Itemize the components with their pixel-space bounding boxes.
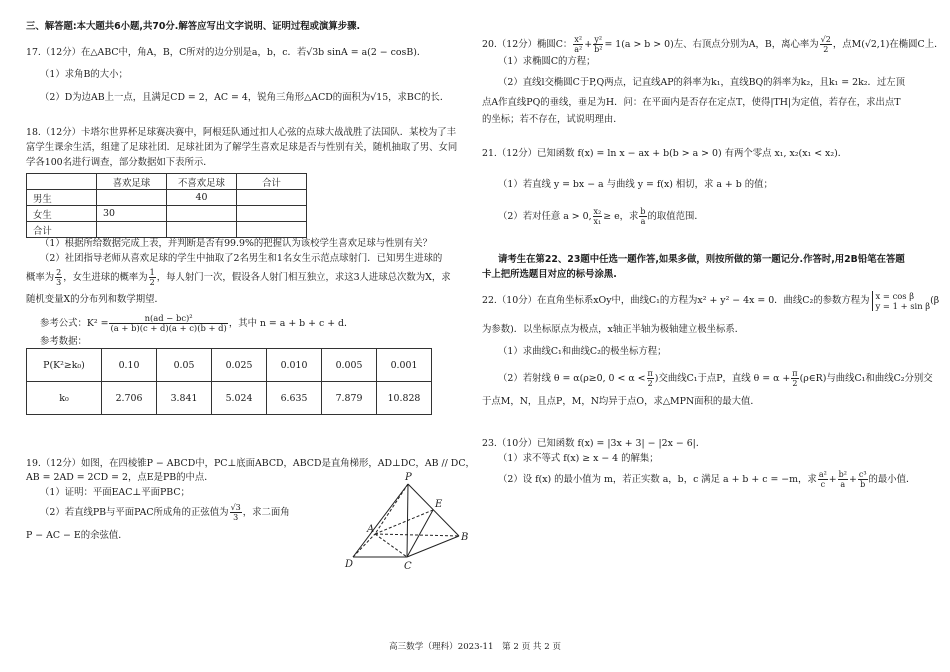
select-note-line2: 卡上把所选题目对应的标号涂黑. bbox=[482, 269, 617, 280]
q18-contingency-table bbox=[26, 173, 307, 238]
text: （2）若直线PB与平面PAC所成角的正弦值为 bbox=[40, 507, 229, 518]
denominator: b bbox=[860, 480, 866, 489]
text: + bbox=[584, 39, 593, 50]
denominator: b² bbox=[594, 45, 603, 54]
table-cell: 0.10 bbox=[102, 349, 157, 382]
denominator: 2 bbox=[792, 379, 798, 388]
numerator: c³ bbox=[858, 470, 867, 479]
fraction bbox=[593, 207, 603, 226]
table-cell bbox=[167, 222, 237, 238]
fraction bbox=[149, 268, 156, 287]
q19-part1: （1）证明：平面EAC⊥平面PBC； bbox=[40, 487, 190, 498]
table-cell: 男生 bbox=[27, 190, 97, 206]
text: 22.（10分）在直角坐标系xOy中，曲线C₁的方程为x² + y² − 4x = 0．曲线C₂的参数方程为 bbox=[482, 295, 870, 306]
parametric-system bbox=[872, 291, 931, 311]
table-row bbox=[27, 349, 432, 382]
table-cell bbox=[167, 206, 237, 222]
text: ≥ e，求 bbox=[603, 211, 639, 222]
table-cell: P(K²≥k₀) bbox=[27, 349, 102, 382]
text: ，其中 n = a + b + c + d． bbox=[228, 318, 354, 329]
q20-part2-line1: （2）直线l交椭圆C于P,Q两点，记直线AP的斜率为k₁，直线BQ的斜率为k₂，且k₁ = 2k₂．过左顶 bbox=[498, 77, 906, 88]
label-E: E bbox=[435, 499, 443, 510]
equation-top: x = cos β bbox=[875, 290, 915, 301]
q22-stem-line2: 为参数)．以坐标原点为极点，x轴正半轴为极轴建立极坐标系． bbox=[482, 324, 745, 335]
numerator: b bbox=[640, 207, 646, 216]
fraction bbox=[593, 35, 603, 54]
section-header: 三、解答题:本大题共6小题,共70分.解答应写出文字说明、证明过程或演算步骤. bbox=[26, 21, 361, 32]
numerator: π bbox=[647, 369, 653, 378]
q20-stem-line1 bbox=[482, 34, 943, 56]
fraction bbox=[820, 35, 832, 54]
table-cell: 0.010 bbox=[267, 349, 322, 382]
edge-AC bbox=[375, 534, 407, 557]
q20-part2-line2: 点A作直线PQ的垂线，垂足为H．问：在平面内是否存在定点T，使得|TH|为定值，若存在，求出点T bbox=[482, 97, 901, 108]
numerator: π bbox=[792, 369, 798, 378]
q19-stem-line1: 19.（12分）如图，在四棱锥P − ABCD中，PC⊥底面ABCD，ABCD是直角梯形，AD⊥DC，AB // DC， bbox=[26, 458, 475, 469]
fraction bbox=[639, 207, 646, 226]
denominator: a bbox=[640, 217, 646, 226]
q22-stem-line1 bbox=[482, 289, 939, 313]
text: + bbox=[848, 474, 857, 485]
q18-part2-line1: （2）社团指导老师从喜欢足球的学生中抽取了2名男生和1名女生示范点球射门．已知男生进球的 bbox=[40, 253, 443, 264]
q22-part2-line2: 于点M，N，且点P，M，N均异于点O，求△MPN面积的最大值． bbox=[482, 396, 760, 407]
table-cell: 7.879 bbox=[322, 382, 377, 415]
label-P: P bbox=[405, 472, 412, 483]
label-C: C bbox=[404, 561, 412, 572]
q18-stem-line3: 学各100名进行调查，部分数据如下表所示． bbox=[26, 157, 213, 168]
q22-part2-line1 bbox=[498, 368, 933, 390]
table-cell: 5.024 bbox=[212, 382, 267, 415]
table-cell: k₀ bbox=[27, 382, 102, 415]
table-cell: 40 bbox=[167, 190, 237, 206]
table-cell: 不喜欢足球 bbox=[167, 174, 237, 190]
table-cell bbox=[237, 206, 307, 222]
denominator: 3 bbox=[233, 513, 239, 522]
text: + bbox=[828, 474, 837, 485]
text: 概率为 bbox=[26, 272, 55, 283]
text: （2）若射线 θ = α(ρ≥0, 0 < α < bbox=[498, 373, 646, 384]
q18-stem-line1: 18.（12分）卡塔尔世界杯足球赛决赛中，阿根廷队通过扣人心弦的点球大战战胜了法国队．某校为了丰 bbox=[26, 127, 456, 138]
fraction bbox=[838, 470, 848, 489]
numerator: 2 bbox=[56, 268, 62, 277]
q17-part1: （1）求角B的大小； bbox=[40, 69, 128, 80]
edge-AE bbox=[375, 510, 433, 534]
label-D: D bbox=[345, 559, 354, 570]
q18-part2-line3: 随机变量X的分布列和数学期望． bbox=[26, 294, 164, 305]
table-cell: 合计 bbox=[237, 174, 307, 190]
denominator: c bbox=[820, 480, 826, 489]
q18-part2-line2 bbox=[26, 268, 451, 288]
q22-part1: （1）求曲线C₁和曲线C₂的极坐标方程； bbox=[498, 346, 667, 357]
table-row bbox=[27, 206, 307, 222]
text: (β bbox=[930, 295, 940, 306]
numerator: b² bbox=[838, 470, 847, 479]
q19-stem-line2: AB = 2AD = 2CD = 2，点E是PB的中点． bbox=[26, 472, 214, 483]
fraction bbox=[858, 470, 868, 489]
fraction bbox=[647, 369, 654, 388]
denominator: x₁ bbox=[593, 217, 602, 226]
numerator: √2 bbox=[820, 35, 831, 44]
numerator: y² bbox=[594, 35, 603, 44]
q18-part1: （1）根据所给数据完成上表，并判断是否有99.9%的把握认为该校学生喜欢足球与性别有关？ bbox=[40, 238, 433, 249]
denominator: 2 bbox=[823, 45, 829, 54]
text: ，每人射门一次，假设各人射门相互独立，求这3人进球总次数为X，求 bbox=[156, 272, 451, 283]
denominator: (a + b)(c + d)(a + c)(b + d) bbox=[110, 323, 227, 333]
fraction bbox=[818, 470, 828, 489]
table-cell: 女生 bbox=[27, 206, 97, 222]
denominator: a bbox=[840, 480, 846, 489]
q21-part2 bbox=[498, 206, 704, 228]
q19-part2-line2: P − AC − E的余弦值． bbox=[26, 530, 128, 541]
q21-part1: （1）若直线 y = bx − a 与曲线 y = f(x) 相切，求 a + b 的值； bbox=[498, 179, 773, 190]
numerator: 1 bbox=[149, 268, 155, 277]
select-note-line1: 请考生在第22、23题中任选一题作答,如果多做，则按所做的第一题记分.作答时,用2B铅笔在答题 bbox=[498, 254, 905, 265]
text: ，求二面角 bbox=[242, 507, 290, 518]
text: （2）若对任意 a > 0, bbox=[498, 211, 592, 222]
fraction bbox=[109, 314, 227, 333]
page-footer: 高三数学（理科）2023-11 第 2 页 共 2 页 bbox=[388, 642, 562, 652]
table-cell: 0.005 bbox=[322, 349, 377, 382]
table-cell bbox=[97, 222, 167, 238]
numerator: n(ad − bc)² bbox=[109, 314, 227, 324]
text: 的最小值． bbox=[868, 474, 916, 485]
table-row bbox=[27, 190, 307, 206]
q23-stem: 23.（10分）已知函数 f(x) = |3x + 3| − |2x − 6|． bbox=[482, 438, 706, 449]
text: (ρ∈R)与曲线C₁和曲线C₂分别交 bbox=[799, 373, 933, 384]
q19-part2-line1 bbox=[40, 502, 290, 524]
text: 20.（12分）椭圆C： bbox=[482, 39, 573, 50]
denominator: a² bbox=[574, 45, 583, 54]
q20-part2-line3: 的坐标；若不存在，试说明理由． bbox=[482, 114, 623, 125]
q18-ref-label: 参考数据： bbox=[40, 336, 87, 347]
pyramid-figure bbox=[335, 468, 480, 576]
label-B: B bbox=[461, 532, 469, 543]
edge-CB bbox=[407, 536, 459, 557]
table-row bbox=[27, 382, 432, 415]
table-cell: 0.001 bbox=[377, 349, 432, 382]
table-cell: 30 bbox=[97, 206, 167, 222]
edge-EC bbox=[407, 510, 433, 557]
q18-formula bbox=[40, 312, 353, 336]
table-cell: 2.706 bbox=[102, 382, 157, 415]
fraction bbox=[573, 35, 583, 54]
table-cell bbox=[237, 190, 307, 206]
numerator: x₂ bbox=[593, 207, 602, 216]
table-cell: 0.025 bbox=[212, 349, 267, 382]
text: ，点M(√2,1)在椭圆C上． bbox=[832, 39, 944, 50]
q21-stem: 21.（12分）已知函数 f(x) = ln x − ax + b(b > a > 0) 有两个零点 x₁, x₂(x₁ < x₂)． bbox=[482, 148, 848, 159]
text: 参考公式：K² = bbox=[40, 318, 109, 329]
table-cell: 喜欢足球 bbox=[97, 174, 167, 190]
q23-part1: （1）求不等式 f(x) ≥ x − 4 的解集； bbox=[498, 453, 659, 464]
table-row bbox=[27, 222, 307, 238]
fraction bbox=[791, 369, 798, 388]
table-cell: 合计 bbox=[27, 222, 97, 238]
table-cell bbox=[27, 174, 97, 190]
label-A: A bbox=[367, 524, 375, 535]
edge-PA bbox=[375, 484, 408, 534]
table-cell: 6.635 bbox=[267, 382, 322, 415]
q18-stem-line2: 富学生课余生活，组建了足球社团．足球社团为了解学生喜欢足球是否与性别有关，随机抽取了男、女同 bbox=[26, 142, 458, 153]
denominator: 3 bbox=[56, 278, 62, 287]
numerator: a² bbox=[818, 470, 827, 479]
denominator: 2 bbox=[647, 379, 653, 388]
fraction bbox=[230, 503, 242, 522]
table-cell bbox=[97, 190, 167, 206]
q18-reference-table bbox=[26, 348, 432, 415]
denominator: 2 bbox=[149, 278, 155, 287]
numerator: x² bbox=[574, 35, 583, 44]
text: （2）设 f(x) 的最小值为 m，若正实数 a，b，c 满足 a + b + c = −m，求 bbox=[498, 474, 817, 485]
edge-PD bbox=[353, 484, 408, 557]
table-cell bbox=[237, 222, 307, 238]
table-cell: 3.841 bbox=[157, 382, 212, 415]
text: = 1(a > b > 0)左、右顶点分别为A，B，离心率为 bbox=[604, 39, 819, 50]
edge-PB bbox=[408, 484, 459, 536]
text: )交曲线C₁于点P，直线 θ = α + bbox=[654, 373, 791, 384]
q23-part2 bbox=[498, 469, 915, 491]
q17-part2: （2）D为边AB上一点，且满足CD = 2，AC = 4，锐角三角形△ACD的面积为√15，求BC的长． bbox=[40, 92, 450, 103]
table-cell: 10.828 bbox=[377, 382, 432, 415]
edge-DA bbox=[353, 534, 375, 557]
equation-bottom: y = 1 + sin β bbox=[875, 300, 931, 311]
text: ，女生进球的概率为 bbox=[63, 272, 148, 283]
text: 的取值范围． bbox=[647, 211, 704, 222]
table-row bbox=[27, 174, 307, 190]
q17-stem: 17.（12分）在△ABC中，角A，B，C所对的边分别是a，b，c．若√3b sinA = a(2 − cosB)． bbox=[26, 47, 427, 58]
fraction bbox=[55, 268, 62, 287]
edge-AB bbox=[375, 534, 459, 536]
numerator: √3 bbox=[230, 503, 241, 512]
q20-part1: （1）求椭圆C的方程； bbox=[498, 56, 596, 67]
table-cell: 0.05 bbox=[157, 349, 212, 382]
